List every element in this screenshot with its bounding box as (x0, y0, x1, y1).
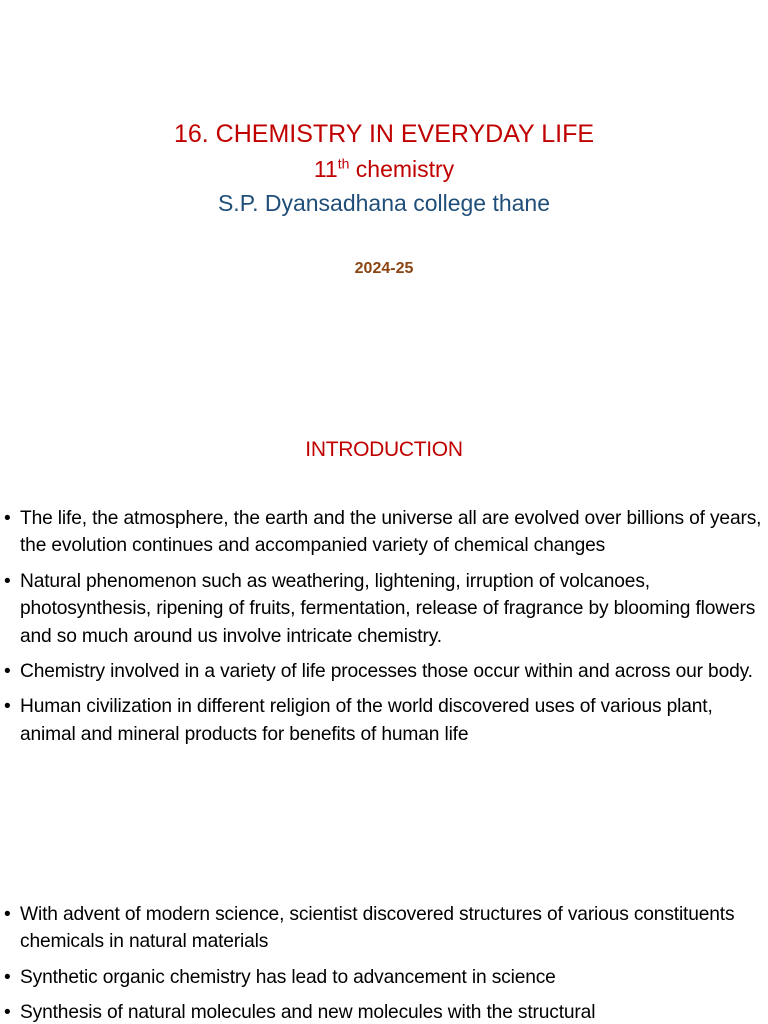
class-number: 11 (313, 156, 338, 182)
introduction-heading: INTRODUCTION (305, 438, 463, 461)
list-item-text: Natural phenomenon such as weathering, lightening, irruption of volcanoes, photosynthesis, ripening of fruits, fermentation, release of fragrance by blooming flowers and so much around us involve intricate chemistry. (20, 570, 756, 647)
list-item (0, 901, 768, 956)
document-title: 16. CHEMISTRY IN EVERYDAY LIFE (173, 120, 595, 148)
bullet-icon: • (4, 661, 11, 683)
list-item-text: Human civilization in different religion of the world discovered uses of various plant, animal and mineral products for benefits of human life (20, 696, 713, 745)
list-item (0, 505, 768, 560)
list-item (0, 658, 768, 685)
academic-year: 2024-25 (354, 260, 414, 277)
list-item-text: Chemistry involved in a variety of life processes those occur within and across our body. (20, 661, 753, 683)
list-item-text: Synthesis of natural molecules and new molecules with the structural (20, 1002, 596, 1024)
list-item-text: Synthetic organic chemistry has lead to advancement in science (20, 966, 556, 988)
bullet-icon: • (4, 570, 11, 592)
list-item (0, 964, 768, 991)
bullet-icon: • (4, 696, 11, 718)
bullet-icon: • (4, 1002, 11, 1024)
bullet-list-secondary (0, 901, 768, 1024)
list-item (0, 999, 768, 1024)
class-subtitle (0, 152, 768, 186)
bullet-icon: • (4, 904, 11, 925)
list-item-text: The life, the atmosphere, the earth and the universe all are evolved over billions of years, the evolution continues and accompanied variety of chemical changes (20, 508, 762, 557)
class-ordinal-suffix: th (337, 155, 350, 172)
list-item (0, 693, 768, 748)
title-block (0, 116, 768, 220)
college-name: S.P. Dyansadhana college thane (217, 190, 551, 216)
list-item (0, 568, 768, 650)
subject-name: chemistry (349, 156, 455, 182)
bullet-icon: • (4, 508, 11, 529)
bullet-icon: • (4, 966, 11, 988)
bullet-list-primary (0, 505, 768, 756)
list-item-text: With advent of modern science, scientist discovered structures of various constituents chemicals in natural materials (20, 904, 735, 953)
